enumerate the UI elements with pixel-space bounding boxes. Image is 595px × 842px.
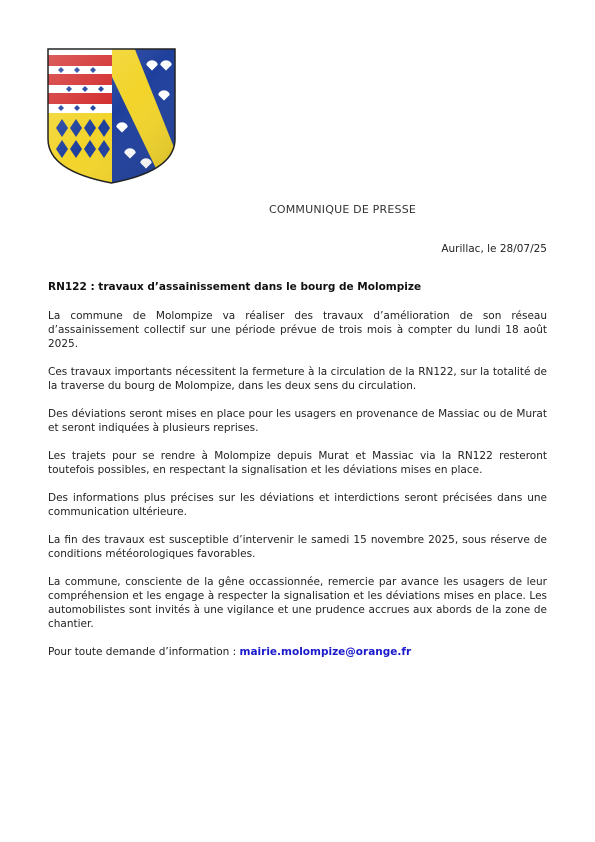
paragraph: Ces travaux importants nécessitent la fermeture à la circulation de la RN122, sur la totalité de la traverse du bourg de Molompize, dans les deux sens du circulation. <box>48 366 547 393</box>
paragraph: Des déviations seront mises en place pour les usagers en provenance de Massiac ou de Murat et seront indiquées à plusieurs reprises. <box>48 408 547 435</box>
paragraph: La commune, consciente de la gêne occassionnée, remercie par avance les usagers de leur compréhension et les engage à respecter la signalisation et les déviations mises en place. Les automobilistes sont invités à une vigilance et une prudence accrues aux abords de la zone de chantier. <box>48 575 547 631</box>
contact-line <box>48 645 547 659</box>
place-date: Aurillac, le 28/07/25 <box>441 243 547 255</box>
coat-of-arms-icon <box>46 47 177 185</box>
contact-email-link[interactable]: mairie.molompize@orange.fr <box>239 645 412 658</box>
paragraph: Des informations plus précises sur les déviations et interdictions seront précisées dans une communication ultérieure. <box>48 491 547 519</box>
body-text <box>48 309 547 673</box>
paragraph: Les trajets pour se rendre à Molompize depuis Murat et Massiac via la RN122 resteront toutefois possibles, en respectant la signalisation et les déviations mises en place. <box>48 449 547 477</box>
paragraph: La fin des travaux est susceptible d’intervenir le samedi 15 novembre 2025, sous réserve de conditions météorologiques favorables. <box>48 533 547 560</box>
paragraph: La commune de Molompize va réaliser des travaux d’amélioration de son réseau d’assainissement collectif sur une période prévue de trois mois à compter du lundi 18 août 2025. <box>48 310 547 351</box>
contact-label: Pour toute demande d’information : <box>48 645 240 658</box>
subject-heading: RN122 : travaux d’assainissement dans le bourg de Molompize <box>48 281 422 293</box>
document-title: COMMUNIQUE DE PRESSE <box>268 203 417 216</box>
